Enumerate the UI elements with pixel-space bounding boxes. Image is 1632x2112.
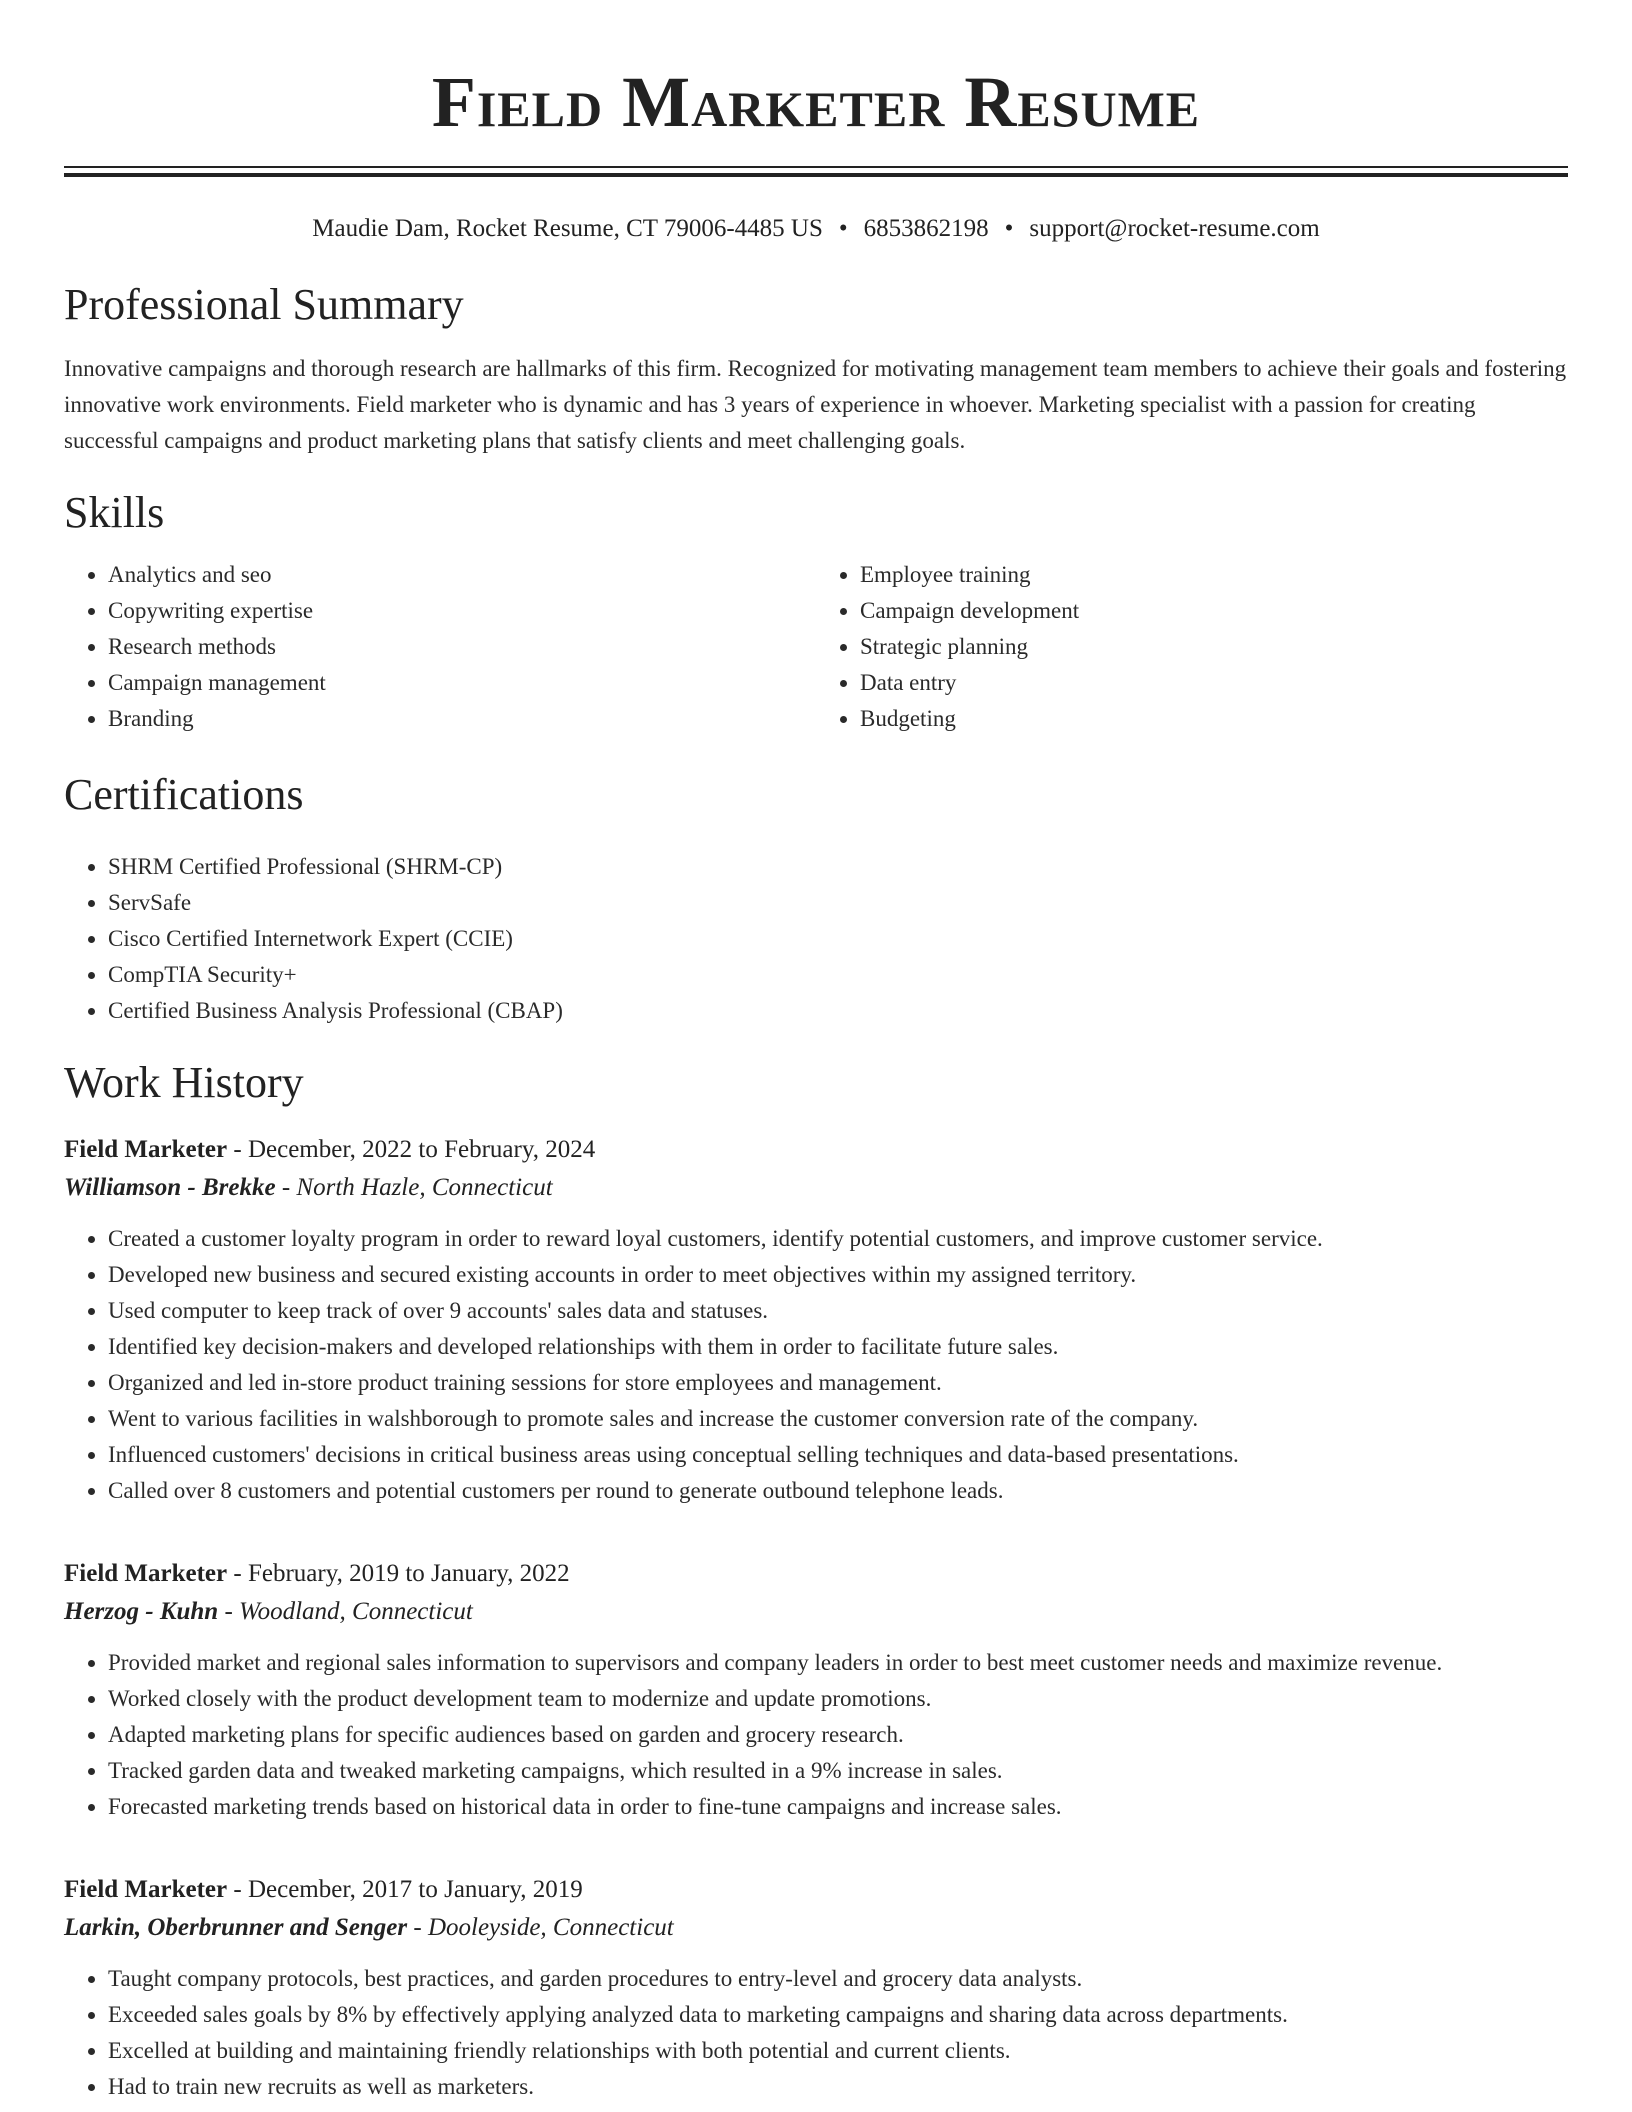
contact-address: Maudie Dam, Rocket Resume, CT 79006-4485 US bbox=[312, 215, 823, 242]
job-title: Field Marketer bbox=[64, 1136, 228, 1163]
job-bullet: • Organized and led in-store product training sessions for store employees and management. bbox=[108, 1365, 1568, 1401]
job-title: Field Marketer bbox=[64, 1876, 228, 1903]
job-bullet: • Provided market and regional sales information to supervisors and company leaders in order to best meet customer needs and maximize revenue. bbox=[108, 1645, 1568, 1681]
job-bullet: • Forecasted marketing trends based on historical data in order to fine-tune campaigns and increase sales. bbox=[108, 1789, 1568, 1825]
job-bullet: • Exceeded sales goals by 8% by effectively applying analyzed data to marketing campaigns and sharing data across departments. bbox=[108, 1997, 1568, 2033]
company-name: Larkin, Oberbrunner and Senger bbox=[64, 1914, 408, 1941]
skills-list-right bbox=[816, 557, 1568, 737]
resume-title: Field Marketer Resume bbox=[431, 62, 1201, 142]
summary-heading: Professional Summary bbox=[64, 280, 464, 329]
title-divider-thin bbox=[64, 166, 1568, 168]
job-title-line bbox=[64, 1871, 1568, 1909]
contact-email: support@rocket-resume.com bbox=[1029, 215, 1320, 242]
job-bullet: • Had to train new recruits as well as marketers. bbox=[108, 2069, 1568, 2105]
skill-item: • Analytics and seo bbox=[108, 557, 816, 593]
summary-text: Innovative campaigns and thorough research are hallmarks of this firm. Recognized for motivating management team members to achieve their goals and fostering innovative work environments. Field marketer who is dynamic and has 3 years of experience in whoever. Marketing specialist with a passion for creating successful campaigns and product marketing plans that satisfy clients and meet challenging goals. bbox=[64, 356, 1567, 453]
job-dates: - December, 2017 to January, 2019 bbox=[227, 1876, 583, 1903]
skill-item: • Budgeting bbox=[860, 701, 1568, 737]
company-location: - Woodland, Connecticut bbox=[218, 1598, 473, 1625]
job-bullet: • Tracked garden data and tweaked marketing campaigns, which resulted in a 9% increase in sales. bbox=[108, 1753, 1568, 1789]
certification-item: • SHRM Certified Professional (SHRM-CP) bbox=[108, 849, 1568, 885]
job-dates: - February, 2019 to January, 2022 bbox=[227, 1560, 570, 1587]
skill-item: • Campaign management bbox=[108, 665, 816, 701]
certification-item: • Certified Business Analysis Professional (CBAP) bbox=[108, 993, 1568, 1029]
contact-separator: • bbox=[1004, 215, 1014, 242]
company-location: - Dooleyside, Connecticut bbox=[407, 1914, 674, 1941]
company-location: - North Hazle, Connecticut bbox=[275, 1174, 553, 1201]
company-line bbox=[64, 1169, 1568, 1207]
contact-phone: 6853862198 bbox=[863, 215, 989, 242]
skill-item: • Strategic planning bbox=[860, 629, 1568, 665]
contact-line bbox=[64, 213, 1568, 245]
skills-columns bbox=[64, 557, 1568, 737]
job-bullet: • Taught company protocols, best practices, and garden procedures to entry-level and grocery data analysts. bbox=[108, 1961, 1568, 1997]
skills-heading: Skills bbox=[64, 488, 165, 537]
skill-item: • Campaign development bbox=[860, 593, 1568, 629]
job-bullet: • Adapted marketing plans for specific audiences based on garden and grocery research. bbox=[108, 1717, 1568, 1753]
job-title-line bbox=[64, 1131, 1568, 1169]
job-bullets bbox=[64, 1961, 1568, 2105]
work-history-heading: Work History bbox=[64, 1058, 304, 1107]
skill-item: • Branding bbox=[108, 701, 816, 737]
job-bullets bbox=[64, 1645, 1568, 1825]
job-bullet: • Developed new business and secured existing accounts in order to meet objectives within my assigned territory. bbox=[108, 1257, 1568, 1293]
job-bullet: • Identified key decision-makers and developed relationships with them in order to facilitate future sales. bbox=[108, 1329, 1568, 1365]
job-bullet: • Went to various facilities in walshborough to promote sales and increase the customer conversion rate of the company. bbox=[108, 1401, 1568, 1437]
skill-item: • Employee training bbox=[860, 557, 1568, 593]
job-bullet: • Used computer to keep track of over 9 accounts' sales data and statuses. bbox=[108, 1293, 1568, 1329]
certification-item: • ServSafe bbox=[108, 885, 1568, 921]
certification-item: • Cisco Certified Internetwork Expert (CCIE) bbox=[108, 921, 1568, 957]
title-divider-thick bbox=[64, 173, 1568, 177]
company-line bbox=[64, 1909, 1568, 1947]
certification-item: • CompTIA Security+ bbox=[108, 957, 1568, 993]
job-title: Field Marketer bbox=[64, 1560, 228, 1587]
skills-list-left bbox=[64, 557, 816, 737]
skill-item: • Research methods bbox=[108, 629, 816, 665]
job-bullet: • Excelled at building and maintaining friendly relationships with both potential and current clients. bbox=[108, 2033, 1568, 2069]
job-bullet: • Called over 8 customers and potential customers per round to generate outbound telephone leads. bbox=[108, 1473, 1568, 1509]
job-entry bbox=[64, 1131, 1568, 1509]
job-bullet: • Worked closely with the product development team to modernize and update promotions. bbox=[108, 1681, 1568, 1717]
job-bullet: • Created a customer loyalty program in order to reward loyal customers, identify potential customers, and improve customer service. bbox=[108, 1221, 1568, 1257]
job-dates: - December, 2022 to February, 2024 bbox=[227, 1136, 596, 1163]
company-name: Williamson - Brekke bbox=[64, 1174, 276, 1201]
job-title-line bbox=[64, 1555, 1568, 1593]
company-name: Herzog - Kuhn bbox=[64, 1598, 219, 1625]
skill-item: • Copywriting expertise bbox=[108, 593, 816, 629]
job-bullet: • Influenced customers' decisions in critical business areas using conceptual selling techniques and data-based presentations. bbox=[108, 1437, 1568, 1473]
contact-separator: • bbox=[838, 215, 848, 242]
job-entry bbox=[64, 1555, 1568, 1825]
job-bullets bbox=[64, 1221, 1568, 1509]
certifications-list bbox=[64, 849, 1568, 1029]
skill-item: • Data entry bbox=[860, 665, 1568, 701]
job-entry bbox=[64, 1871, 1568, 2105]
company-line bbox=[64, 1593, 1568, 1631]
certifications-heading: Certifications bbox=[64, 770, 304, 819]
